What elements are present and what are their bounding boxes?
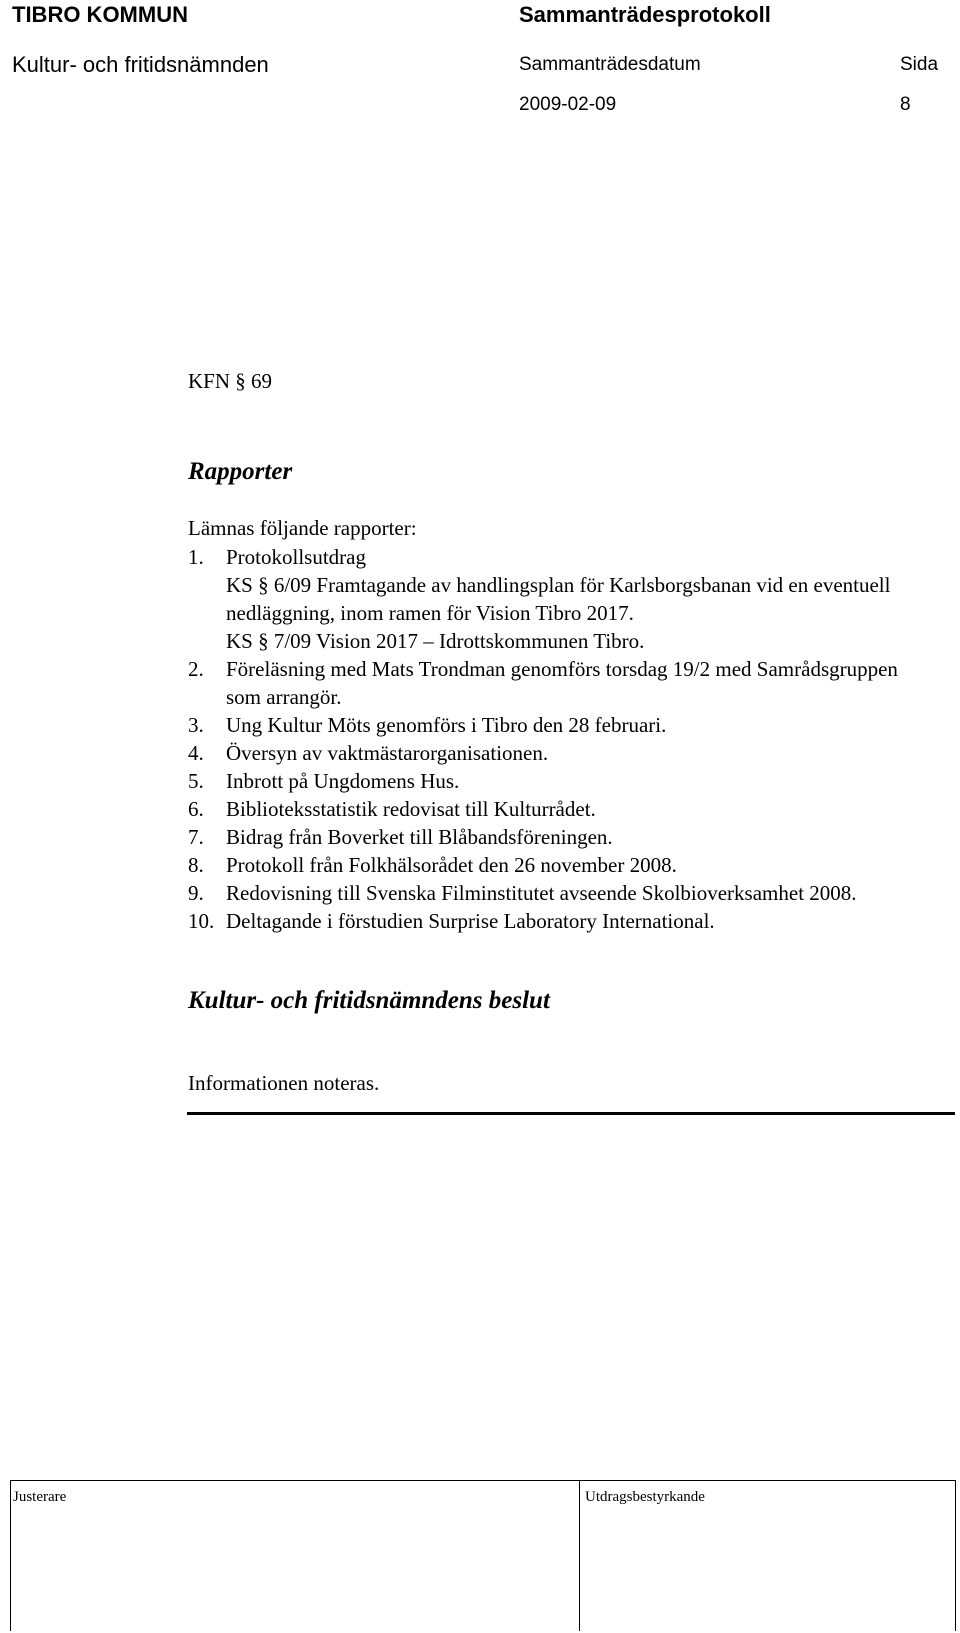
list-item-text: Deltagande i förstudien Surprise Laboratory International. [226, 909, 715, 933]
document-type: Sammanträdesprotokoll [519, 2, 771, 27]
list-item-text: Inbrott på Ungdomens Hus. [226, 769, 460, 793]
list-item-text: Ung Kultur Möts genomförs i Tibro den 28 februari. [226, 713, 667, 737]
list-item-text: Översyn av vaktmästarorganisationen. [226, 741, 549, 765]
meeting-date: 2009-02-09 [519, 94, 617, 115]
list-item-text: Föreläsning med Mats Trondman genomförs torsdag 19/2 med Samrådsgruppen som arrangör. [226, 657, 898, 709]
list-item-number: 7. [188, 825, 204, 849]
list-item [188, 879, 928, 907]
list-item [188, 655, 928, 711]
section-heading: Rapporter [188, 458, 293, 485]
decision-heading: Kultur- och fritidsnämndens beslut [188, 987, 550, 1014]
list-item [188, 543, 928, 655]
decision-text: Informationen noteras. [188, 1071, 380, 1095]
list-item-number: 9. [188, 881, 204, 905]
list-item-number: 4. [188, 741, 204, 765]
list-item-text: Biblioteksstatistik redovisat till Kulturrådet. [226, 797, 596, 821]
list-item-text: KS § 7/09 Vision 2017 – Idrottskommunen Tibro. [226, 629, 645, 653]
page-label: Sida [900, 54, 939, 75]
list-item-number: 1. [188, 545, 204, 569]
list-item-text: KS § 6/09 Framtagande av handlingsplan för Karlsborgsbanan vid en eventuell nedläggning, inom ramen för Vision Tibro 2017. [226, 573, 891, 625]
list-item [188, 711, 928, 739]
list-item [188, 907, 928, 935]
list-item-text: Protokoll från Folkhälsorådet den 26 november 2008. [226, 853, 677, 877]
list-item [188, 739, 928, 767]
section-divider [187, 1112, 955, 1115]
signature-box [10, 1480, 956, 1631]
list-item-number: 10. [188, 909, 215, 933]
committee-name: Kultur- och fritidsnämnden [12, 52, 269, 77]
page-number: 8 [900, 94, 911, 115]
meeting-date-label: Sammanträdesdatum [519, 54, 701, 75]
report-list [188, 543, 928, 935]
adjuster-label: Justerare [13, 1489, 67, 1505]
paragraph-reference: KFN § 69 [188, 369, 273, 393]
list-item [188, 823, 928, 851]
list-item [188, 851, 928, 879]
list-item-text: Protokollsutdrag [226, 545, 366, 569]
organization-name: TIBRO KOMMUN [12, 2, 188, 27]
list-item-number: 5. [188, 769, 204, 793]
list-item-number: 6. [188, 797, 204, 821]
list-item-number: 3. [188, 713, 204, 737]
list-item [188, 795, 928, 823]
list-item-number: 2. [188, 657, 204, 681]
list-item-text: Redovisning till Svenska Filminstitutet avseende Skolbioverksamhet 2008. [226, 881, 857, 905]
list-item [188, 767, 928, 795]
signature-divider [579, 1481, 580, 1631]
intro-text: Lämnas följande rapporter: [188, 516, 417, 540]
list-item-text: Bidrag från Boverket till Blåbandsföreningen. [226, 825, 613, 849]
certification-label: Utdragsbestyrkande [585, 1489, 705, 1505]
list-item-number: 8. [188, 853, 204, 877]
